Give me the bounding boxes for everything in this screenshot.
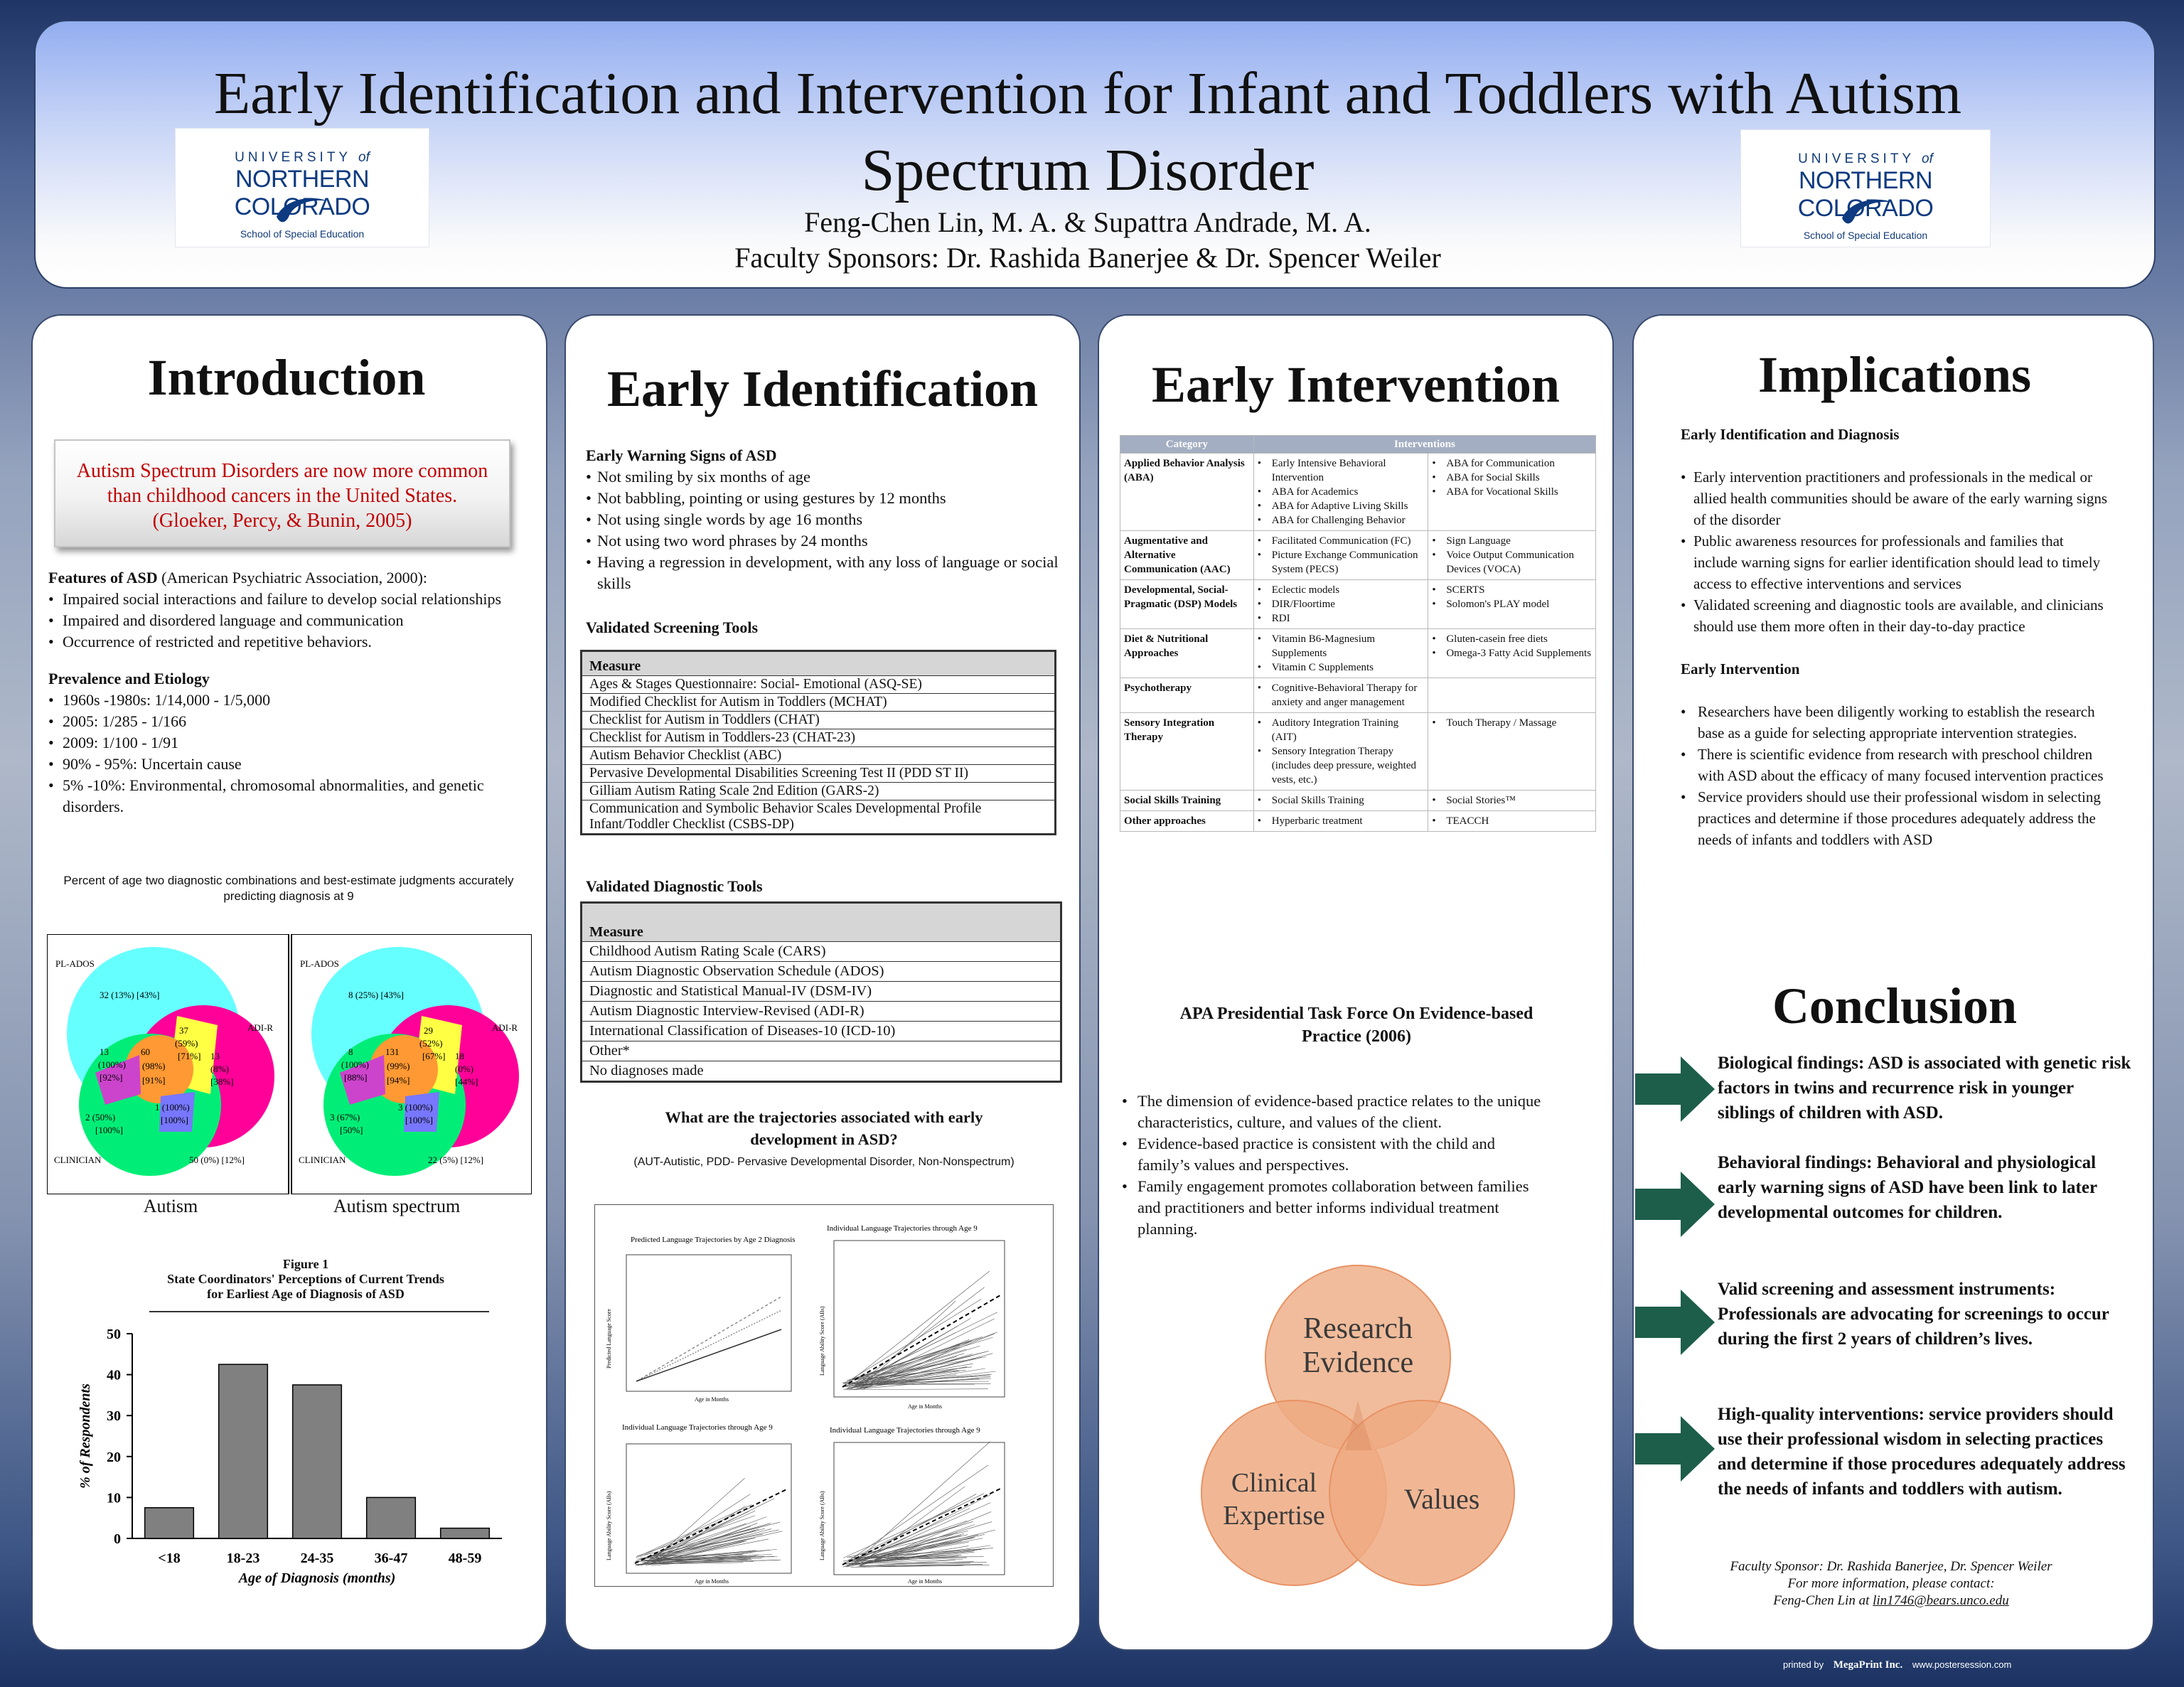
traj-individual-line xyxy=(862,1354,964,1383)
col-interventions: Interventions xyxy=(1253,436,1595,454)
apa-title-line: APA Presidential Task Force On Evidence-based xyxy=(1179,1005,1533,1023)
footer-contact xyxy=(1642,1558,2140,1610)
count-b-only: 18 xyxy=(455,1051,464,1061)
count-ab-pct: (59%) xyxy=(175,1038,198,1049)
diagnostic-title: Validated Diagnostic Tools xyxy=(586,877,763,895)
intervention-item: • Cognitive-Behavioral Therapy for anxiety and anger management xyxy=(1258,681,1425,709)
count-c-only-best: [100%] xyxy=(95,1125,123,1135)
unc-logo-left xyxy=(175,128,429,247)
venn-expertise: Expertise xyxy=(1223,1501,1325,1531)
title-line-2: Spectrum Disorder xyxy=(861,137,1315,203)
intervention-row xyxy=(1120,811,1596,832)
x-tick-label: 18-23 xyxy=(226,1551,260,1566)
diagnostic-row: Diagnostic and Statistical Manual-IV (DSM-IV) xyxy=(582,982,1061,1002)
footer-sponsor: Faculty Sponsor: Dr. Rashida Banerjee, Dr. Spencer Weiler xyxy=(1730,1559,2052,1574)
unc-logo-right xyxy=(1740,129,1991,247)
intervention-item: • Social Stories™ xyxy=(1432,793,1592,808)
count-ac-pct: (100%) xyxy=(98,1059,126,1070)
traj-individual-line xyxy=(861,1332,997,1383)
traj-plot-title: Individual Language Trajectories through Age 9 xyxy=(622,1423,773,1432)
age-of-diagnosis-bar-chart xyxy=(61,1319,530,1604)
traj-individual-line xyxy=(652,1528,764,1559)
screening-row: Modified Checklist for Autism in Toddlers (MCHAT) xyxy=(582,694,1055,712)
apa-point: • Evidence-based practice is consistent with the child and family’s values and perspectives. xyxy=(1122,1133,1548,1176)
venn-values: Values xyxy=(1403,1483,1480,1515)
intervention-row xyxy=(1120,713,1596,791)
logo-school: School of Special Education xyxy=(1803,230,1928,241)
intervention-row xyxy=(1120,531,1596,580)
printer-company: MegaPrint Inc. xyxy=(1833,1659,1903,1671)
diagnostic-row: International Classification of Diseases-10 (ICD-10) xyxy=(582,1022,1061,1041)
chart-title-rule xyxy=(149,1311,489,1312)
traj-plot-title: Predicted Language Trajectories by Age 2 Diagnosis xyxy=(631,1236,796,1244)
bar-24-35 xyxy=(293,1385,342,1538)
intervention-item: • Picture Exchange Communication System (PECS) xyxy=(1258,548,1425,577)
intervention-list xyxy=(1253,811,1428,832)
sponsors: Faculty Sponsors: Dr. Rashida Banerjee & Dr. Spencer Weiler xyxy=(734,242,1441,274)
green-arrow-icon xyxy=(1635,1415,1715,1483)
evidence-based-practice-venn xyxy=(1194,1258,1521,1600)
y-axis-title: % of Respondents xyxy=(77,1383,93,1489)
screening-table xyxy=(582,651,1055,834)
interventions-table xyxy=(1120,435,1596,832)
count-ab-best: [67%] xyxy=(422,1051,446,1061)
intervention-list xyxy=(1428,531,1596,580)
traj-ylabel: Language Ability Score (ABs) xyxy=(819,1491,825,1560)
intervention-category: Other approaches xyxy=(1120,811,1254,832)
count-abc-best: [94%] xyxy=(387,1075,410,1086)
traj-xlabel: Age in Months xyxy=(695,1396,729,1403)
count-c-only: 2 (50%) xyxy=(85,1112,116,1123)
count-abc-pct: (98%) xyxy=(142,1061,166,1071)
intervention-list xyxy=(1428,811,1596,832)
intervention-item: • Omega-3 Fatty Acid Supplements xyxy=(1432,646,1592,660)
count-abc: 131 xyxy=(385,1046,400,1057)
traj-plot-frame xyxy=(834,1442,1005,1575)
count-c-only: 3 (67%) xyxy=(330,1112,360,1123)
warning-sign: • Not babbling, pointing or using gestures by 12 months xyxy=(586,488,1069,509)
count-ab: 29 xyxy=(424,1025,433,1036)
diagnostic-row: Autism Diagnostic Observation Schedule (ADOS) xyxy=(582,962,1061,982)
callout-line: Autism Spectrum Disorders are now more common xyxy=(76,460,488,482)
printed-by: printed by xyxy=(1783,1659,1824,1670)
authors: Feng-Chen Lin, M. A. & Supattra Andrade, M. A. xyxy=(804,206,1371,238)
trajectory-question xyxy=(586,1106,1062,1150)
x-axis-title: Age of Diagnosis (months) xyxy=(238,1570,396,1586)
screening-row: Ages & Stages Questionnaire: Social- Emotional (ASQ-SE) xyxy=(582,676,1055,694)
intervention-category: Applied Behavior Analysis (ABA) xyxy=(1120,454,1254,531)
prevalence-item: • 90% - 95%: Uncertain cause xyxy=(48,754,526,775)
traj-individual-line xyxy=(853,1357,986,1379)
eid-point: • Validated screening and diagnostic tools are available, and clinicians should use them more often in their day-to-day practice xyxy=(1681,594,2107,637)
intervention-item: • Hyperbaric treatment xyxy=(1258,814,1425,828)
intervention-row xyxy=(1120,629,1596,678)
diagnostic-row: Other* xyxy=(582,1041,1061,1061)
traj-xlabel: Age in Months xyxy=(908,1578,942,1585)
screening-header: Measure xyxy=(582,652,1055,676)
intervention-item: • Social Skills Training xyxy=(1258,793,1425,808)
y-tick-label: 10 xyxy=(107,1490,121,1506)
intervention-category: Social Skills Training xyxy=(1120,791,1254,811)
count-ac: 13 xyxy=(100,1046,109,1057)
traj-individual-line xyxy=(653,1478,745,1560)
contact-email-link[interactable]: lin1746@bears.unco.edu xyxy=(1873,1593,2009,1608)
screening-row: Gilliam Autism Rating Scale 2nd Edition (GARS-2) xyxy=(582,783,1055,800)
logo-name: NORTHERN COLORADO xyxy=(234,166,370,220)
venn-left-caption: Autism xyxy=(143,1196,198,1216)
green-arrow-icon xyxy=(1635,1288,1715,1356)
x-tick-label: <18 xyxy=(158,1551,181,1566)
trajectory-note: (AUT-Autistic, PDD- Pervasive Developmental Disorder, Non-Nonspectrum) xyxy=(633,1156,1015,1168)
venn-evidence: Evidence xyxy=(1302,1346,1414,1379)
conclusion-screening: Valid screening and assessment instruments: Professionals are advocating for screenings to occur during the first 2 years of children’s lives. xyxy=(1718,1280,2109,1349)
intervention-list xyxy=(1428,791,1596,811)
question-line: What are the trajectories associated with early xyxy=(665,1108,983,1126)
intervention-list xyxy=(1428,629,1596,678)
count-ab: 37 xyxy=(179,1025,188,1036)
warning-sign: • Having a regression in development, with any loss of language or social skills xyxy=(586,552,1069,594)
feature-item: • Occurrence of restricted and repetitive behaviors. xyxy=(48,631,526,653)
intervention-item: • DIR/Floortime xyxy=(1258,597,1425,611)
y-tick-label: 20 xyxy=(107,1449,121,1465)
screening-row-line: Communication and Symbolic Behavior Scales Developmental Profile xyxy=(589,801,982,816)
traj-individual-line xyxy=(847,1389,988,1390)
intervention-category: Augmentative and Alternative Communication (AAC) xyxy=(1120,531,1254,580)
count-bc-best: [100%] xyxy=(161,1115,188,1125)
logo-school: School of Special Education xyxy=(240,228,365,240)
intervention-item: • Solomon's PLAY model xyxy=(1432,597,1592,611)
screening-row xyxy=(582,800,1055,834)
traj-plot-frame xyxy=(626,1444,791,1573)
screening-row: Autism Behavior Checklist (ABC) xyxy=(582,747,1055,765)
count-abc-best: [91%] xyxy=(142,1075,166,1086)
bear-swoosh-icon xyxy=(274,194,331,227)
introduction-heading: Introduction xyxy=(147,349,426,406)
traj-xlabel: Age in Months xyxy=(695,1578,729,1585)
intervention-item: • Voice Output Communication Devices (VOCA) xyxy=(1432,548,1592,577)
count-ac-best: [88%] xyxy=(344,1072,368,1083)
early-intervention-heading: Early Intervention xyxy=(1152,356,1560,413)
feature-item: • Impaired social interactions and failure to develop social relationships xyxy=(48,589,526,610)
eid-point: • Public awareness resources for professionals and families that include warning signs for earlier identification should lead to timely access to effective interventions and services xyxy=(1681,530,2107,594)
prevalence-item: • 2005: 1/285 - 1/166 xyxy=(48,711,526,732)
intervention-item: • Vitamin C Supplements xyxy=(1258,660,1425,675)
intervention-item: • ABA for Social Skills xyxy=(1432,471,1592,485)
intervention-list xyxy=(1253,713,1428,791)
intervention-item: • Eclectic models xyxy=(1258,583,1425,597)
count-ac-best: [92%] xyxy=(100,1072,123,1083)
count-bc-best: [100%] xyxy=(405,1115,433,1125)
intervention-item: • Sensory Integration Therapy (includes deep pressure, weighted vests, etc.) xyxy=(1258,744,1425,787)
traj-predicted-line xyxy=(636,1329,781,1381)
feature-item: • Impaired and disordered language and communication xyxy=(48,610,526,631)
footer-name: Feng-Chen Lin at xyxy=(1773,1593,1873,1608)
col-category: Category xyxy=(1120,436,1254,454)
traj-plot-title: Individual Language Trajectories through Age 9 xyxy=(830,1426,980,1435)
diagnostic-table-wrap xyxy=(580,901,1062,1083)
green-arrow-icon xyxy=(1635,1170,1715,1238)
intervention-category: Developmental, Social-Pragmatic (DSP) Models xyxy=(1120,580,1254,629)
intervention-category: Sensory Integration Therapy xyxy=(1120,713,1254,791)
chart-title-line: State Coordinators' Perceptions of Current Trends xyxy=(167,1272,444,1286)
footer-contact-label: For more information, please contact: xyxy=(1787,1576,1995,1591)
diagnosis-venn-figure xyxy=(47,934,532,1194)
green-arrow-icon xyxy=(1635,1055,1715,1123)
count-bc: 3 (100%) xyxy=(398,1102,433,1113)
screening-title: Validated Screening Tools xyxy=(586,618,759,636)
label-outside: 22 (5%) [12%] xyxy=(428,1155,483,1165)
screening-table-wrap xyxy=(580,650,1056,835)
traj-predicted-line xyxy=(636,1310,781,1381)
diagnostic-row: Childhood Autism Rating Scale (CARS) xyxy=(582,942,1061,962)
intervention-item: • RDI xyxy=(1258,611,1425,626)
chart-title-line: for Earliest Age of Diagnosis of ASD xyxy=(207,1287,405,1301)
traj-ylabel: Language Ability Score (ABs) xyxy=(606,1491,612,1560)
features-section xyxy=(48,567,526,818)
eid-title: Early Identification and Diagnosis xyxy=(1681,426,1900,443)
intervention-category: Diet & Nutritional Approaches xyxy=(1120,629,1254,678)
intervention-item: • Vitamin B6-Magnesium Supplements xyxy=(1258,632,1425,660)
ei-point: • Researchers have been diligently working to establish the research base as a guide for selecting appropriate intervention strategies. xyxy=(1681,701,2107,744)
count-ac: 8 xyxy=(348,1046,353,1057)
intervention-item: • ABA for Challenging Behavior xyxy=(1258,513,1425,527)
venn-caption: Percent of age two diagnostic combinations and best-estimate judgments accurately predicting diagnosis at 9 xyxy=(63,874,514,903)
count-a-only: 8 (25%) [43%] xyxy=(348,990,404,1000)
trajectory-figure xyxy=(594,1204,1054,1587)
logo-name: NORTHERN COLORADO xyxy=(1797,167,1934,222)
venn-clinical: Clinical xyxy=(1231,1468,1317,1498)
logo-university: UNIVERSITY xyxy=(1798,151,1915,166)
ei-title: Early Intervention xyxy=(1681,660,1800,678)
count-abc-pct: (99%) xyxy=(387,1061,410,1071)
count-b-only-best: [38%] xyxy=(210,1076,234,1087)
intervention-item: • TEACCH xyxy=(1432,814,1592,828)
diagnostic-row: No diagnoses made xyxy=(582,1061,1061,1081)
intervention-row xyxy=(1120,678,1596,713)
intervention-row xyxy=(1120,791,1596,811)
count-b-only: 13 xyxy=(210,1051,220,1061)
screening-row: Pervasive Developmental Disabilities Screening Test II (PDD ST II) xyxy=(582,765,1055,783)
features-title: Features of ASD xyxy=(48,569,158,587)
prevalence-title: Prevalence and Etiology xyxy=(48,670,210,687)
x-tick-label: 48-59 xyxy=(448,1551,482,1566)
intervention-item: • Gluten-casein free diets xyxy=(1432,632,1592,646)
count-abc: 60 xyxy=(141,1046,150,1057)
chart-title-line: Figure 1 xyxy=(282,1257,329,1271)
screening-row-line: Infant/Toddler Checklist (CSBS-DP) xyxy=(589,817,794,832)
title-line-1: Early Identification and Intervention for Infant and Toddlers with Autism xyxy=(213,60,1962,127)
implications-body xyxy=(1681,424,2107,850)
count-ab-best: [71%] xyxy=(178,1051,201,1061)
label-adi-r: ADI-R xyxy=(247,1022,274,1033)
count-a-only: 32 (13%) [43%] xyxy=(100,990,160,1000)
prevalence-item: • 2009: 1/100 - 1/91 xyxy=(48,732,526,754)
traj-ylabel: Predicted Language Score xyxy=(606,1309,612,1369)
intervention-item: • SCERTS xyxy=(1432,583,1592,597)
diagnostic-table xyxy=(582,903,1061,1081)
count-ab-pct: (52%) xyxy=(419,1038,443,1049)
label-outside: 50 (0%) [12%] xyxy=(189,1155,245,1165)
count-c-only-best: [50%] xyxy=(340,1125,363,1135)
apa-title xyxy=(1116,1002,1597,1048)
apa-title-line: Practice (2006) xyxy=(1302,1027,1411,1046)
diagnostic-header: Measure xyxy=(582,904,1061,942)
label-pl-ados: PL-ADOS xyxy=(300,958,339,969)
warning-sign: • Not using two word phrases by 24 months xyxy=(586,530,1069,552)
intervention-item: • ABA for Communication xyxy=(1432,456,1592,471)
callout-line: than childhood cancers in the United States. xyxy=(107,485,458,507)
y-tick-label: 30 xyxy=(107,1408,121,1425)
bar-36-47 xyxy=(367,1497,416,1538)
intervention-item: • ABA for Adaptive Living Skills xyxy=(1258,499,1425,513)
warning-sign: • Not smiling by six months of age xyxy=(586,466,1069,488)
conclusion-behavioral: Behavioral findings: Behavioral and physiological early warning signs of ASD have been link to later developmental outcomes for children. xyxy=(1718,1153,2097,1222)
intervention-list xyxy=(1428,454,1596,531)
intervention-row xyxy=(1120,454,1596,531)
apa-point: • Family engagement promotes collaboration between families and practitioners and better informs individual treatment planning. xyxy=(1122,1176,1548,1240)
intervention-list xyxy=(1253,580,1428,629)
warning-signs-section xyxy=(586,445,1069,594)
traj-plot-title: Individual Language Trajectories through Age 9 xyxy=(827,1224,978,1233)
logo-of: of xyxy=(1922,151,1933,166)
logo-of: of xyxy=(358,150,370,165)
callout-line: (Gloeker, Percy, & Bunin, 2005) xyxy=(152,510,412,532)
implications-heading: Implications xyxy=(1757,346,2032,403)
prevalence-callout xyxy=(54,439,510,547)
venn-right-caption: Autism spectrum xyxy=(333,1196,461,1216)
intervention-item: • Auditory Integration Training (AIT) xyxy=(1258,716,1425,744)
intervention-category: Psychotherapy xyxy=(1120,678,1254,713)
label-adi-r: ADI-R xyxy=(492,1022,518,1033)
eid-point: • Early intervention practitioners and professionals in the medical or allied health communities should be aware of the early warning signs of the disorder xyxy=(1681,466,2107,530)
label-pl-ados: PL-ADOS xyxy=(55,958,95,969)
intervention-item: • Sign Language xyxy=(1432,534,1592,548)
intervention-item: • Early Intensive Behavioral Intervention xyxy=(1258,456,1425,485)
prevalence-item: • 5% -10%: Environmental, chromosomal abnormalities, and genetic disorders. xyxy=(48,775,526,818)
traj-ylabel: Language Ability Score (ABs) xyxy=(819,1306,825,1376)
bar-<18 xyxy=(145,1508,194,1538)
intervention-list xyxy=(1253,791,1428,811)
early-identification-heading: Early Identification xyxy=(607,360,1038,417)
prevalence-item: • 1960s -1980s: 1/14,000 - 1/5,000 xyxy=(48,690,526,711)
intervention-list xyxy=(1253,629,1428,678)
printer-credit xyxy=(1783,1659,2138,1671)
bar-18-23 xyxy=(219,1364,268,1538)
x-tick-label: 36-47 xyxy=(374,1551,408,1566)
count-b-only-pct: (8%) xyxy=(210,1064,229,1074)
traj-xlabel: Age in Months xyxy=(908,1403,942,1410)
screening-row: Checklist for Autism in Toddlers (CHAT) xyxy=(582,712,1055,729)
count-bc: 1 (100%) xyxy=(155,1102,190,1113)
count-b-only-best: [44%] xyxy=(455,1076,478,1087)
intervention-item: • Touch Therapy / Massage xyxy=(1432,716,1592,730)
printer-url: www.postersession.com xyxy=(1912,1659,2012,1670)
venn-research: Research xyxy=(1303,1312,1413,1345)
intervention-item: • ABA for Academics xyxy=(1258,485,1425,499)
label-clinician: CLINICIAN xyxy=(299,1155,346,1165)
intervention-list xyxy=(1428,580,1596,629)
question-line: development in ASD? xyxy=(750,1130,898,1148)
ei-point: • Service providers should use their professional wisdom in selecting practices and determine if those procedures adequately address the needs of infants and toddlers with ASD xyxy=(1681,786,2107,850)
count-ac-pct: (100%) xyxy=(341,1059,369,1070)
y-tick-label: 40 xyxy=(107,1367,121,1383)
apa-points xyxy=(1122,1091,1548,1240)
warning-sign: • Not using single words by age 16 months xyxy=(586,509,1069,530)
screening-row: Checklist for Autism in Toddlers-23 (CHAT-23) xyxy=(582,729,1055,747)
intervention-row xyxy=(1120,580,1596,629)
bear-swoosh-icon xyxy=(1839,196,1896,228)
conclusion-biological: Biological findings: ASD is associated with genetic risk factors in twins and recurrence risk in younger siblings of children with ASD. xyxy=(1718,1054,2131,1123)
conclusion-heading: Conclusion xyxy=(1772,978,2018,1034)
y-tick-label: 0 xyxy=(114,1531,121,1547)
bar-chart-title xyxy=(100,1257,512,1302)
intervention-item: • Facilitated Communication (FC) xyxy=(1258,534,1425,548)
warning-signs-title: Early Warning Signs of ASD xyxy=(586,446,777,464)
features-citation: (American Psychiatric Association, 2000): xyxy=(157,569,428,587)
x-tick-label: 24-35 xyxy=(300,1551,334,1566)
traj-plot-frame xyxy=(626,1255,791,1391)
intervention-list xyxy=(1253,531,1428,580)
intervention-list xyxy=(1428,713,1596,791)
count-b-only-pct: (0%) xyxy=(455,1064,473,1074)
apa-point: • The dimension of evidence-based practice relates to the unique characteristics, culture, and values of the client. xyxy=(1122,1091,1548,1133)
intervention-list xyxy=(1253,454,1428,531)
logo-university: UNIVERSITY xyxy=(235,150,351,165)
conclusion-interventions: High-quality interventions: service providers should use their professional wisdom in selecting practices and determine if those procedures adequately address the needs of infants and toddlers with autism. xyxy=(1718,1405,2126,1499)
traj-individual-line xyxy=(861,1548,993,1558)
y-tick-label: 50 xyxy=(107,1327,121,1342)
label-clinician: CLINICIAN xyxy=(54,1155,102,1165)
traj-predicted-line xyxy=(636,1297,781,1381)
intervention-list xyxy=(1253,678,1428,713)
traj-individual-line xyxy=(847,1465,989,1562)
trajectory-plots xyxy=(595,1205,1054,1587)
intervention-item: • ABA for Vocational Skills xyxy=(1432,485,1592,499)
bar-48-59 xyxy=(441,1528,490,1538)
diagnostic-row: Autism Diagnostic Interview-Revised (ADI-R) xyxy=(582,1002,1061,1022)
ei-point: • There is scientific evidence from research with preschool children with ASD about the efficacy of many focused intervention practices xyxy=(1681,744,2107,786)
intervention-list xyxy=(1428,678,1596,713)
interventions-table-wrap xyxy=(1120,435,1596,832)
